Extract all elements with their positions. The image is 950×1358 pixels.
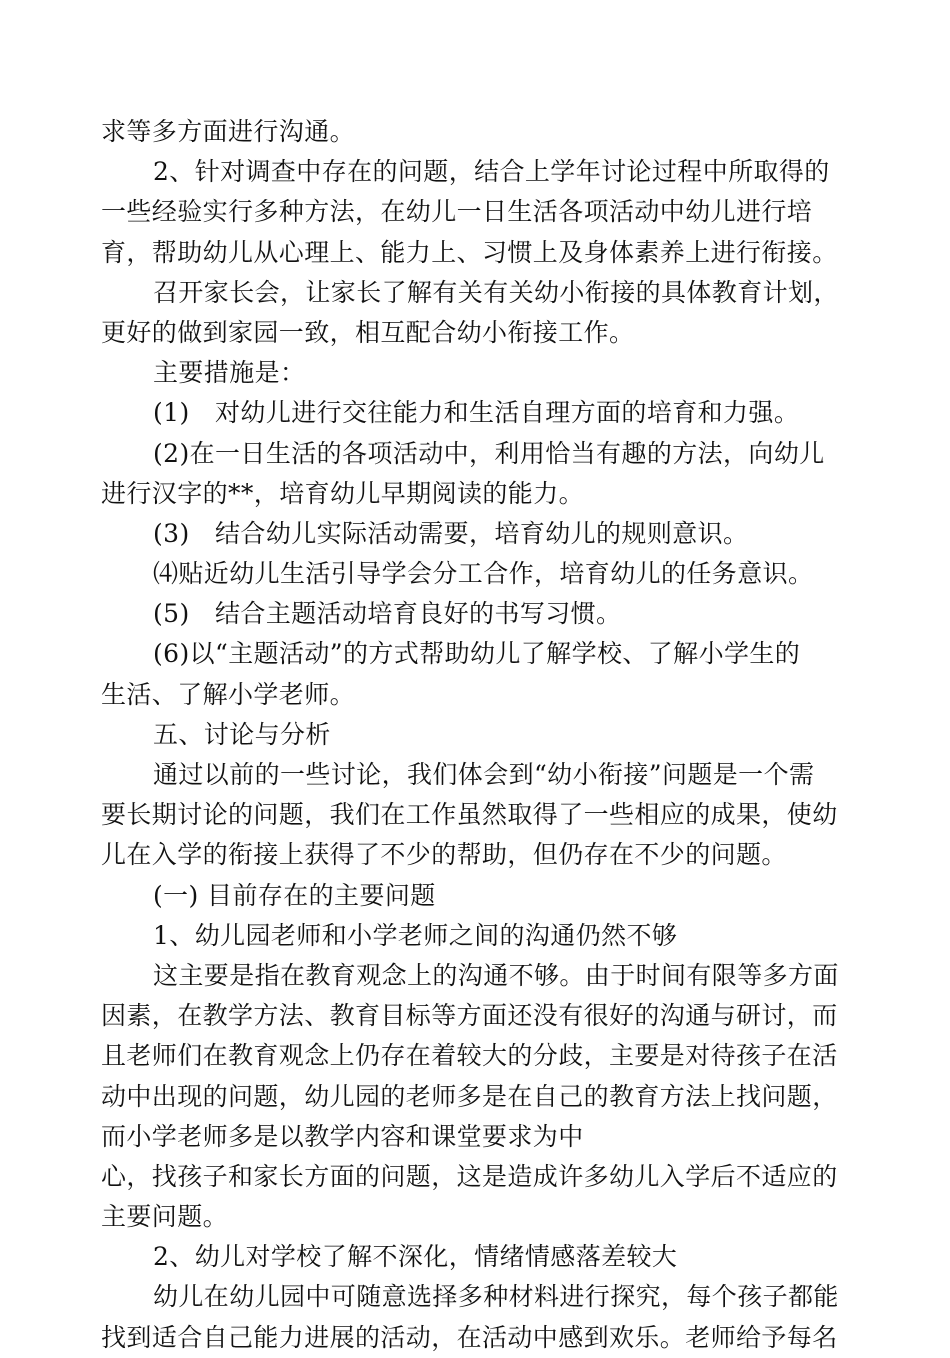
text-line: 而小学老师多是以教学内容和课堂要求为中 bbox=[101, 1121, 584, 1151]
paragraph-start: 这主要是指在教育观念上的沟通不够。由于时间有限等多方面 bbox=[153, 960, 839, 990]
text-line: 找到适合自己能力进展的活动，在活动中感到欢乐。老师给予每名 bbox=[101, 1322, 838, 1352]
text-line: 且老师们在教育观念上仍存在着较大的分歧，主要是对待孩子在活 bbox=[101, 1041, 838, 1071]
paragraph-start: 召开家长会，让家长了解有关有关幼小衔接的具体教育计划， bbox=[153, 277, 839, 307]
paragraph-start: 幼儿在幼儿园中可随意选择多种材料进行探究，每个孩子都能 bbox=[153, 1282, 839, 1312]
text-line: 育，帮助幼儿从心理上、能力上、习惯上及身体素养上进行衔接。 bbox=[101, 237, 838, 267]
text-line: 更好的做到家园一致，相互配合幼小衔接工作。 bbox=[101, 317, 635, 347]
text-line: 心，找孩子和家长方面的问题，这是造成许多幼儿入学后不适应的 bbox=[101, 1161, 838, 1191]
section-heading: 五、讨论与分析 bbox=[153, 719, 331, 749]
text-line: 生活、了解小学老师。 bbox=[101, 679, 356, 709]
text-line: 儿在入学的衔接上获得了不少的帮助，但仍存在不少的问题。 bbox=[101, 840, 787, 870]
text-line: 要长期讨论的问题，我们在工作虽然取得了一些相应的成果，使幼 bbox=[101, 800, 838, 830]
list-item: (1) 对幼儿进行交往能力和生活自理方面的培育和力强。 bbox=[153, 398, 800, 428]
subsection-heading: (一) 目前存在的主要问题 bbox=[153, 880, 436, 910]
list-item: (6)以“主题活动”的方式帮助幼儿了解学校、了解小学生的 bbox=[153, 639, 801, 669]
subsection-item: 1、幼儿园老师和小学老师之间的沟通仍然不够 bbox=[153, 920, 678, 950]
text-line: 主要问题。 bbox=[101, 1202, 229, 1232]
text-line: 动中出现的问题，幼儿园的老师多是在自己的教育方法上找问题， bbox=[101, 1081, 838, 1111]
paragraph-start: 2、针对调查中存在的问题，结合上学年讨论过程中所取得的 bbox=[153, 157, 830, 187]
text-line: 进行汉字的**，培育幼儿早期阅读的能力。 bbox=[101, 478, 585, 508]
text-line: 求等多方面进行沟通。 bbox=[101, 117, 356, 146]
section-label: 主要措施是： bbox=[153, 358, 306, 388]
paragraph-start: 通过以前的一些讨论，我们体会到“幼小衔接”问题是一个需 bbox=[153, 760, 815, 789]
list-item: (2)在一日生活的各项活动中，利用恰当有趣的方法，向幼儿 bbox=[153, 438, 825, 468]
list-item: (5) 结合主题活动培育良好的书写习惯。 bbox=[153, 599, 622, 629]
document-body bbox=[101, 112, 861, 1358]
list-item: ⑷贴近幼儿生活引导学会分工合作，培育幼儿的任务意识。 bbox=[153, 559, 814, 589]
subsection-item: 2、幼儿对学校了解不深化，情绪情感落差较大 bbox=[153, 1242, 678, 1272]
list-item: (3) 结合幼儿实际活动需要，培育幼儿的规则意识。 bbox=[153, 518, 749, 548]
text-line: 因素，在教学方法、教育目标等方面还没有很好的沟通与研讨，而 bbox=[101, 1001, 838, 1031]
text-line: 一些经验实行多种方法，在幼儿一日生活各项活动中幼儿进行培 bbox=[101, 197, 813, 227]
